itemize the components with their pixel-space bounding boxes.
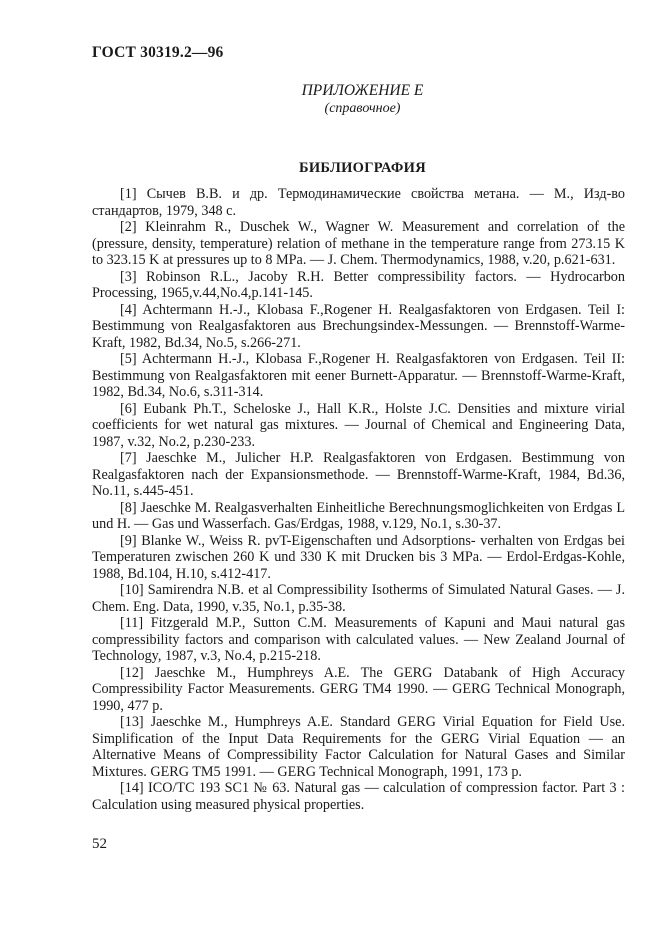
reference-number: [11] [120,615,144,631]
reference-item [92,780,625,813]
reference-number: [14] [120,780,144,796]
reference-text: Robinson R.L., Jacoby R.H. Better compressibility factors. — Hydrocarbon Processing, 1965,v.44,No.4,p.141-145. [92,268,625,301]
reference-item [92,533,625,583]
reference-item [92,582,625,615]
reference-text: Achtermann H.-J., Klobasa F.,Rogener H. Realgasfaktoren von Erdgasen. Teil II: Bestimmung von Realgasfaktoren mit eener Burnett-Apparatur. — Brennstoff-Warme-Kraft, 1982, Bd.34, No.6, s.311-314. [92,351,626,400]
reference-text: Fitzgerald M.P., Sutton C.M. Measurements of Kapuni and Maui natural gas compressibility factors and comparison with calculated values. — New Zealand Journal of Technology, 1987, v.3, No.4, p.215-218. [92,615,625,664]
document-header: ГОСТ 30319.2—96 [92,44,224,61]
reference-number: [1] [120,186,137,202]
reference-text: Kleinrahm R., Duschek W., Wagner W. Measurement and correlation of the (pressure, density, temperature) relation of methane in the temperature range from 273.15 K to 323.15 K at pressures up to 8 MPa. — J. Chem. Thermodynamics, 1988, v.20, p.621-631. [92,219,625,268]
reference-text: Jaeschke M., Humphreys A.E. Standard GERG Virial Equation for Field Use. Simplification of the Input Data Requirements for the GERG Virial Equation — an Alternative Means of Compressibility Factor Calculation for Natural Gases and Similar Mixtures. GERG TM5 1991. — GERG Technical Monograph, 1991, 173 p. [92,714,626,780]
reference-item [92,269,625,302]
reference-text: Сычев В.В. и др. Термодинамические свойства метана. — М., Изд-во стандартов, 1979, 348 с. [92,186,625,219]
reference-number: [7] [120,450,137,466]
reference-item [92,401,625,451]
reference-text: Samirendra N.B. et al Compressibility Isotherms of Simulated Natural Gases. — J. Chem. Eng. Data, 1990, v.35, No.1, p.35-38. [92,582,625,615]
reference-item [92,615,625,665]
appendix-subtitle: (справочное) [324,101,401,116]
page-number: 52 [92,836,107,852]
reference-item [92,351,625,401]
reference-number: [3] [120,268,137,285]
reference-item [92,302,625,352]
reference-item [92,219,625,269]
reference-item [92,450,625,500]
reference-text: Jaeschke M., Julicher H.P. Realgasfaktoren von Erdgasen. Bestimmung von Realgasfaktoren nach der Expansionsmethode. — Brennstoff-Warme-Kraft, 1984, Bd.36, No.11, s.445-451. [92,450,625,499]
bibliography-title: БИБЛИОГРАФИЯ [298,160,427,176]
reference-number: [9] [120,532,137,549]
reference-text: Achtermann H.-J., Klobasa F.,Rogener H. Realgasfaktoren von Erdgasen. Teil I: Bestimmung von Realgasfaktoren aus Brechungsindex-Messungen. — Brennstoff-Warme-Kraft, 1982, Bd.34, No.5, s.266-271. [92,301,625,351]
reference-list [92,186,625,813]
reference-number: [13] [120,714,144,730]
reference-number: [2] [120,219,137,235]
reference-text: ICO/TC 193 SC1 № 63. Natural gas — calculation of compression factor. Part 3 : Calculation using measured physical properties. [92,780,625,813]
reference-item [92,500,625,533]
reference-number: [8] [120,499,137,516]
reference-number: [6] [120,400,137,417]
reference-text: Jaeschke M. Realgasverhalten Einheitliche Berechnungsmoglichkeiten von Erdgas L und H. — Gas und Wasserfach. Gas/Erdgas, 1988, v.129, No.1, s.30-37. [92,499,625,532]
appendix-title: ПРИЛОЖЕНИЕ Е [301,82,424,99]
reference-number: [10] [120,582,144,598]
reference-number: [4] [120,301,137,318]
reference-number: [5] [120,351,137,367]
reference-text: Blanke W., Weiss R. pvT-Eigenschaften und Adsorptions- verhalten von Erdgas bei Temperaturen zwischen 260 K und 330 K mit Drucken bis 3 MPa. — Erdol-Erdgas-Kohle, 1988, Bd.104, H.10, s.412-417. [92,532,625,582]
reference-item [92,186,625,219]
reference-item [92,665,625,715]
reference-text: Eubank Ph.T., Scheloske J., Hall K.R., Holste J.C. Densities and mixture virial coefficients for wet natural gas mixtures. — Journal of Chemical and Engineering Data, 1987, v.32, No.2, p.230-233. [92,400,626,450]
reference-item [92,714,625,780]
reference-text: Jaeschke M., Humphreys A.E. The GERG Databank of High Accuracy Compressibility Factor Measurements. GERG TM4 1990. — GERG Technical Monograph, 1990, 477 p. [92,664,626,714]
reference-number: [12] [120,664,144,681]
